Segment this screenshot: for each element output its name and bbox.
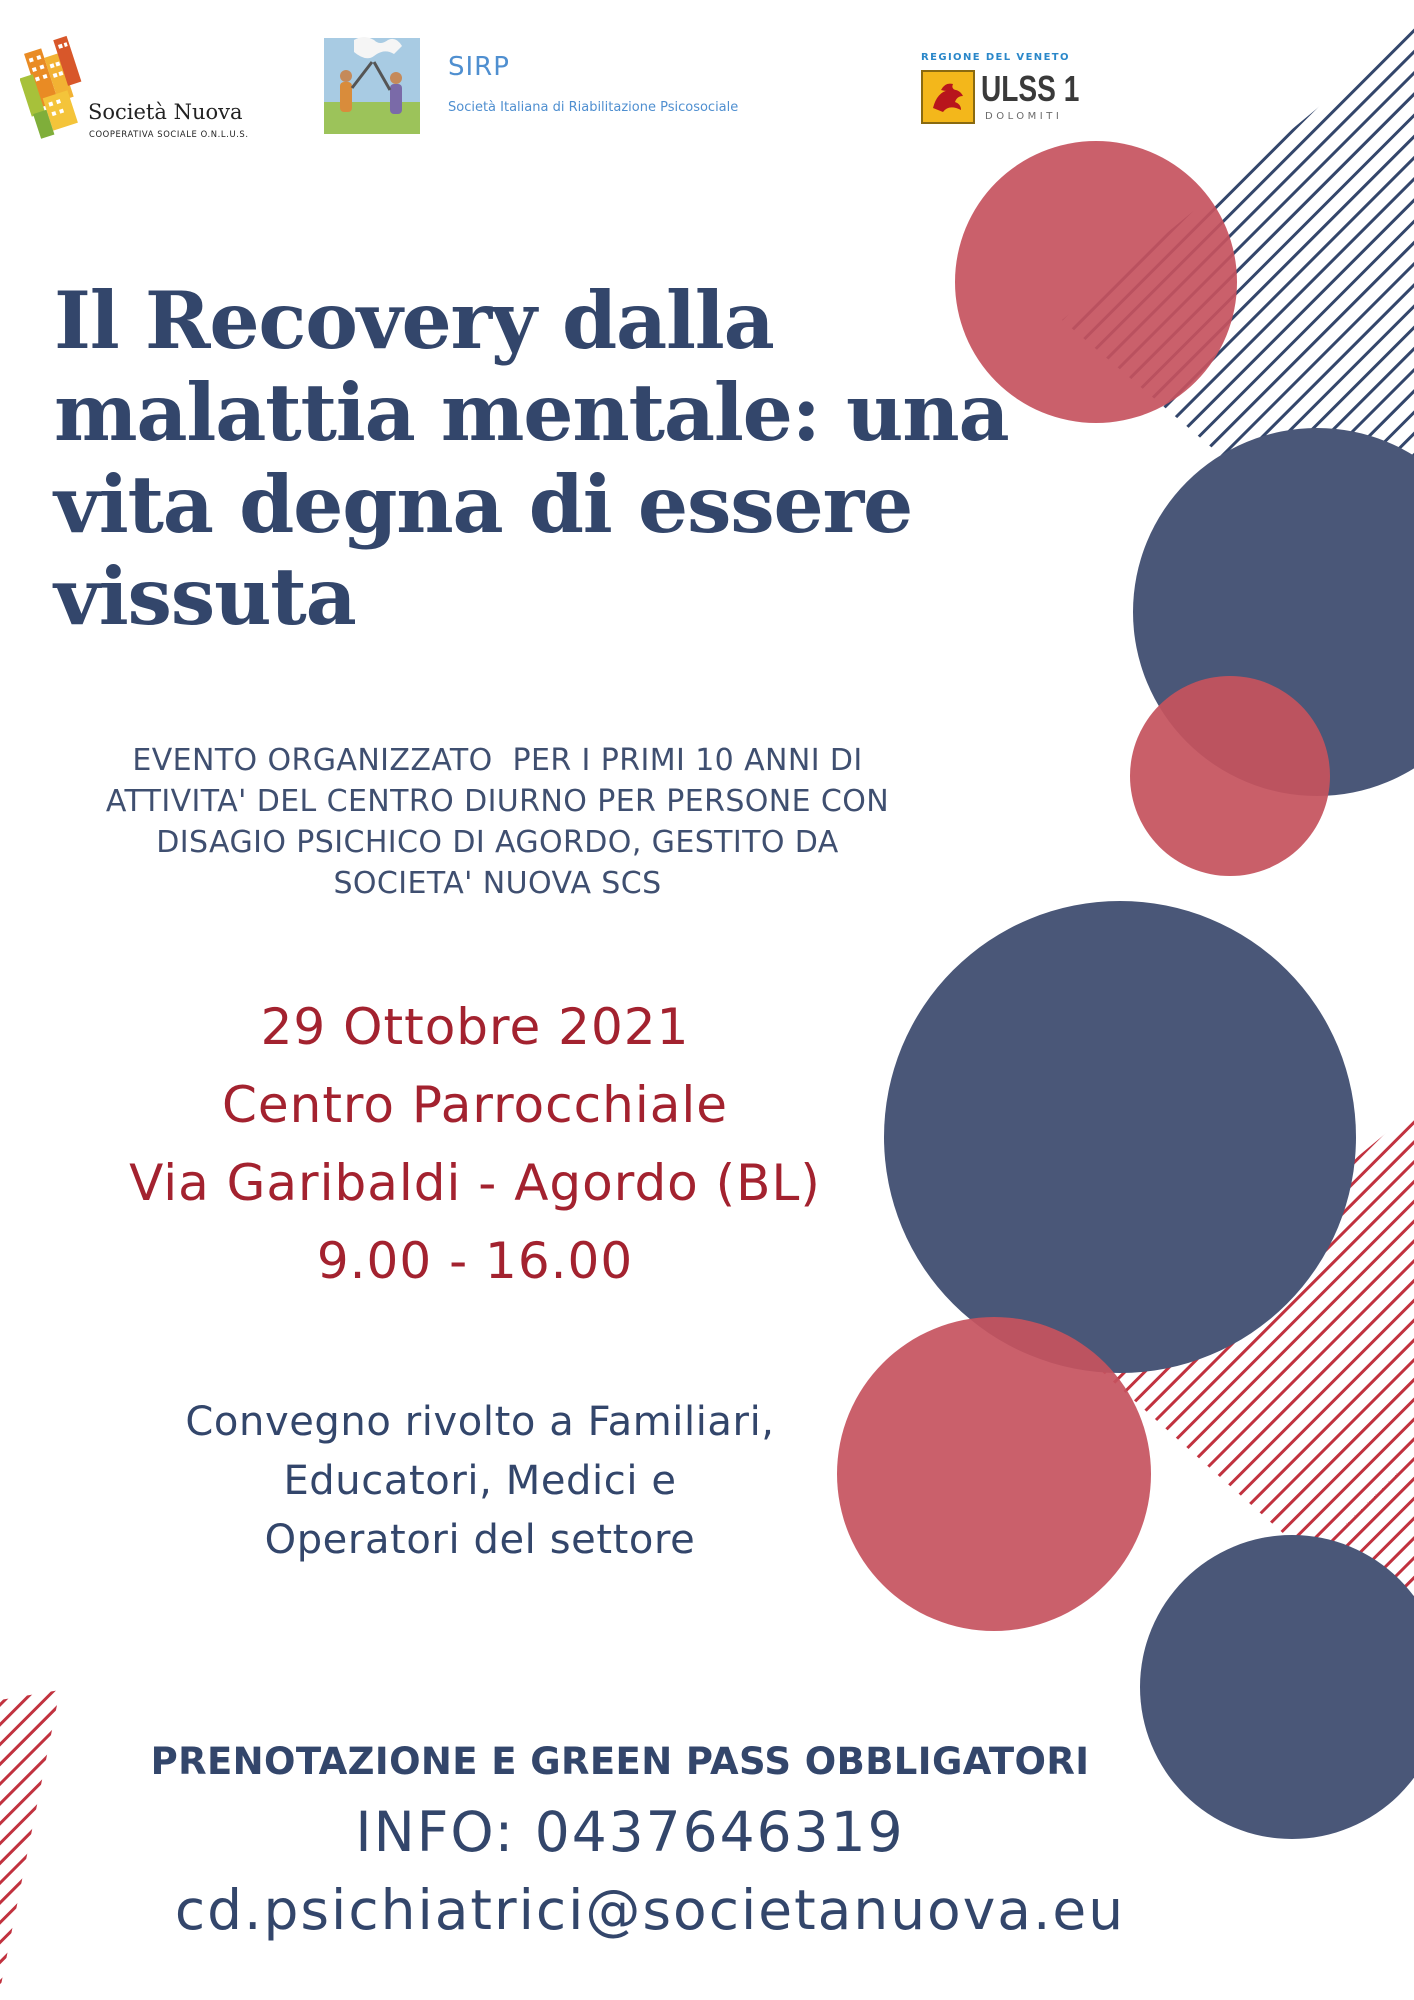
description-line: ATTIVITA' DEL CENTRO DIURNO PER PERSONE CON <box>105 784 890 819</box>
event-description <box>20 740 975 904</box>
event-address: Via Garibaldi - Agordo (BL) <box>129 1154 821 1212</box>
ulss-name: ULSS 1 <box>981 68 1080 109</box>
info-phone: INFO: 0437646319 <box>355 1800 905 1864</box>
title-line: vita degna di essere <box>54 458 913 551</box>
page-title <box>54 275 1014 643</box>
description-line: DISAGIO PSICHICO DI AGORDO, GESTITO DA <box>156 825 839 860</box>
buildings-icon <box>20 34 92 144</box>
ulss-logo <box>915 52 1085 132</box>
description-line: SOCIETA' NUOVA SCS <box>333 866 662 901</box>
circle-navy-bottom <box>1140 1535 1414 1839</box>
event-time: 9.00 - 16.00 <box>316 1232 634 1290</box>
lion-crest-icon <box>921 70 975 124</box>
sirp-full-name: Società Italiana di Riabilitazione Psicosociale <box>448 100 739 115</box>
event-details <box>50 988 900 1300</box>
audience-info <box>70 1393 890 1570</box>
title-line: vissuta <box>54 550 356 643</box>
sirp-emblem-icon <box>320 32 424 142</box>
description-line: EVENTO ORGANIZZATO PER I PRIMI 10 ANNI DI <box>132 743 863 778</box>
audience-line: Operatori del settore <box>264 1517 696 1563</box>
ulss-district: DOLOMITI <box>985 111 1063 122</box>
societa-nuova-subtitle: COOPERATIVA SOCIALE O.N.L.U.S. <box>89 129 249 139</box>
title-line: malattia mentale: una <box>54 366 1009 459</box>
societa-nuova-name: Società Nuova <box>88 100 243 124</box>
sirp-logo <box>320 32 840 142</box>
circle-navy-large <box>884 901 1356 1373</box>
societa-nuova-logo <box>20 34 270 144</box>
ulss-region: REGIONE DEL VENETO <box>921 52 1070 63</box>
sirp-acronym: SIRP <box>448 52 510 82</box>
event-venue: Centro Parrocchiale <box>221 1076 729 1134</box>
contact-email[interactable]: cd.psichiatrici@societanuova.eu <box>174 1878 1126 1942</box>
audience-line: Convegno rivolto a Familiari, <box>185 1399 775 1445</box>
event-date: 29 Ottobre 2021 <box>260 998 690 1056</box>
audience-line: Educatori, Medici e <box>283 1458 677 1504</box>
booking-notice: PRENOTAZIONE E GREEN PASS OBBLIGATORI <box>150 1740 1090 1783</box>
title-line: Il Recovery dalla <box>54 274 774 367</box>
